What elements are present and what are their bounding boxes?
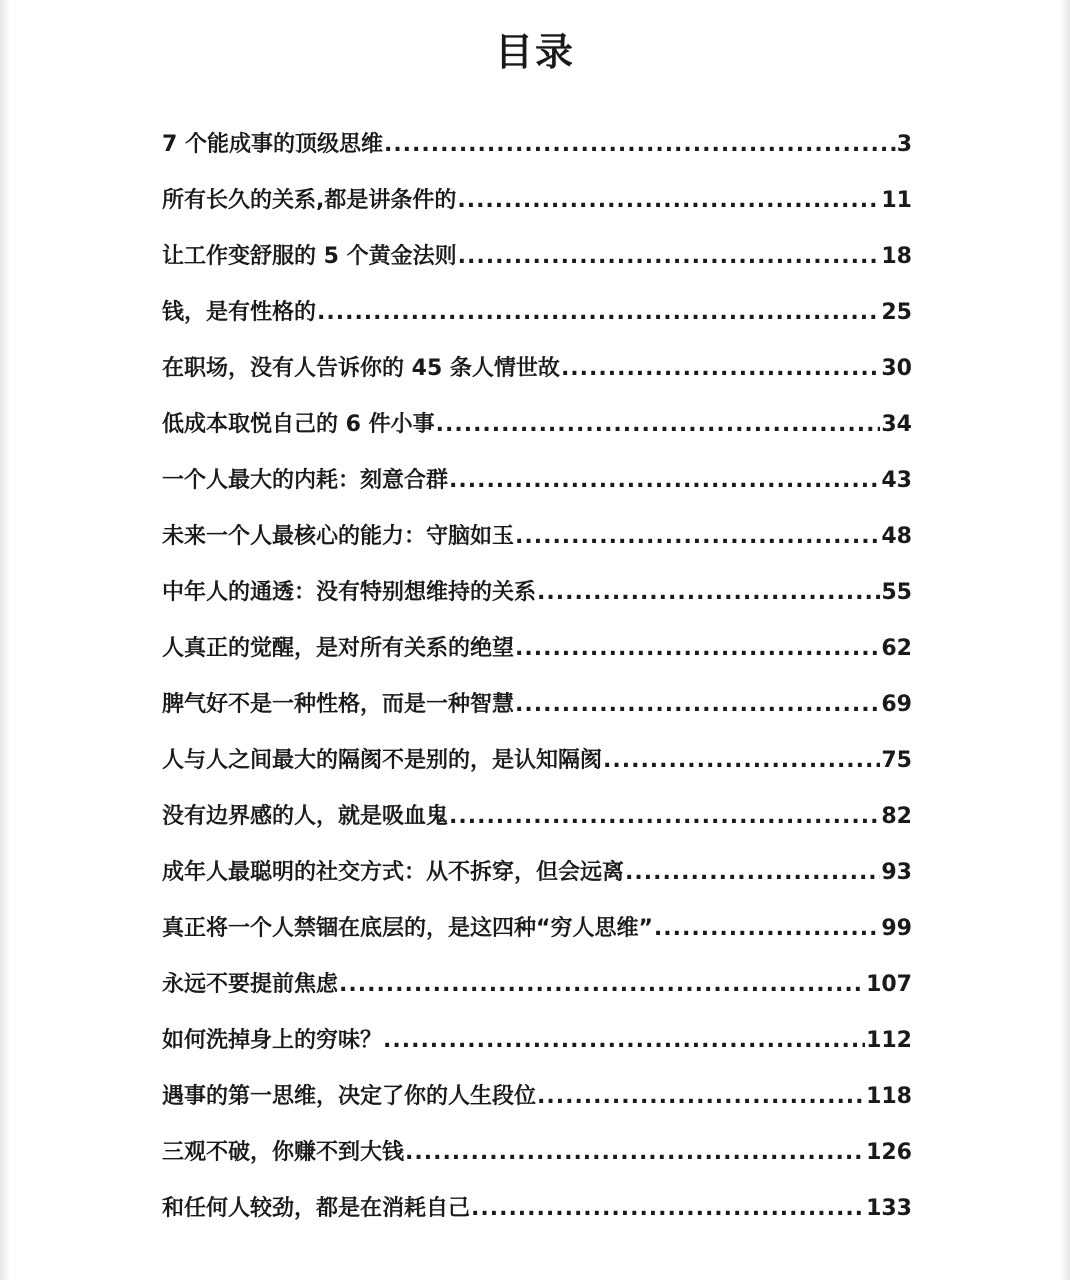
toc-entry-title: 永远不要提前焦虑: [162, 972, 339, 997]
toc-entry-title: 没有边界感的人，就是吸血鬼: [162, 804, 449, 829]
toc-entry-title: 成年人最聪明的社交方式：从不拆穿，但会远离: [162, 860, 625, 885]
toc-leader-dots: [537, 1069, 865, 1125]
toc-leader-dots: [457, 173, 880, 229]
toc-leader-dots: [384, 117, 896, 173]
toc-leader-dots: [515, 509, 880, 565]
toc-entry-title: 真正将一个人禁锢在底层的，是这四种“穷人思维”: [162, 916, 653, 941]
toc-entry-page: 133: [866, 1196, 912, 1221]
toc-entry-page: 30: [881, 356, 912, 381]
toc-leader-dots: [654, 901, 880, 957]
toc-entry-page: 43: [881, 468, 912, 493]
toc-entry[interactable]: [162, 117, 912, 173]
toc-entry-title: 中年人的通透：没有特别想维持的关系: [162, 580, 537, 605]
toc-entry-page: 126: [866, 1140, 912, 1165]
toc-entry-title: 如何洗掉身上的穷味？: [162, 1028, 383, 1053]
toc-entry[interactable]: [162, 789, 912, 845]
toc-entry[interactable]: [162, 957, 912, 1013]
toc-entry-page: 62: [881, 636, 912, 661]
toc-entry-page: 82: [881, 804, 912, 829]
page-title: 目录: [494, 30, 575, 74]
toc-entry-title: 人与人之间最大的隔阂不是别的，是认知隔阂: [162, 748, 603, 773]
toc-leader-dots: [515, 677, 880, 733]
toc-entry-title: 一个人最大的内耗：刻意合群: [162, 468, 449, 493]
toc-entry-page: 99: [881, 916, 912, 941]
toc-entry-page: 11: [881, 188, 912, 213]
toc-entry[interactable]: [162, 1013, 912, 1069]
toc-entry-title: 三观不破，你赚不到大钱: [162, 1140, 405, 1165]
toc-entry-page: 55: [881, 580, 912, 605]
toc-entry-title: 在职场，没有人告诉你的 45 条人情世故: [162, 356, 560, 381]
toc-entry[interactable]: [162, 229, 912, 285]
toc-leader-dots: [537, 565, 880, 621]
toc-entry-page: 107: [866, 972, 912, 997]
toc-leader-dots: [471, 1181, 865, 1237]
toc-leader-dots: [561, 341, 880, 397]
toc-entry-title: 脾气好不是一种性格，而是一种智慧: [162, 692, 515, 717]
toc-entry[interactable]: [162, 1125, 912, 1181]
toc-leader-dots: [515, 621, 880, 677]
toc-entry[interactable]: [162, 621, 912, 677]
toc-leader-dots: [458, 229, 881, 285]
toc-entry-title: 7 个能成事的顶级思维: [162, 132, 383, 157]
toc-entry-page: 118: [866, 1084, 912, 1109]
toc-entry-title: 低成本取悦自己的 6 件小事: [162, 412, 435, 437]
toc-leader-dots: [625, 845, 880, 901]
toc-entry[interactable]: [162, 845, 912, 901]
toc-entry[interactable]: [162, 341, 912, 397]
toc-entry[interactable]: [162, 733, 912, 789]
toc-entry-page: 3: [896, 132, 912, 157]
toc-entry[interactable]: [162, 1069, 912, 1125]
toc-entry-title: 遇事的第一思维，决定了你的人生段位: [162, 1084, 537, 1109]
toc-entry-page: 18: [881, 244, 912, 269]
toc-leader-dots: [603, 733, 880, 789]
toc-leader-dots: [449, 453, 880, 509]
toc-entry-page: 112: [866, 1028, 912, 1053]
toc-entry-page: 93: [881, 860, 912, 885]
toc-entry[interactable]: [162, 1181, 912, 1237]
toc-entry-title: 人真正的觉醒，是对所有关系的绝望: [162, 636, 515, 661]
toc-leader-dots: [436, 397, 881, 453]
toc-entry-title: 和任何人较劲，都是在消耗自己: [162, 1196, 471, 1221]
page-edge-right: [1060, 0, 1070, 1280]
toc-entry-page: 34: [881, 412, 912, 437]
page-edge-left: [0, 0, 10, 1280]
toc-entry-title: 未来一个人最核心的能力：守脑如玉: [162, 524, 515, 549]
toc-leader-dots: [339, 957, 865, 1013]
toc-leader-dots: [317, 285, 880, 341]
toc-leader-dots: [405, 1125, 865, 1181]
toc-entry-title: 钱，是有性格的: [162, 300, 317, 325]
table-of-contents: [162, 117, 912, 1237]
toc-entry-page: 69: [881, 692, 912, 717]
toc-entry[interactable]: [162, 173, 912, 229]
toc-entry-page: 48: [881, 524, 912, 549]
toc-entry[interactable]: [162, 397, 912, 453]
toc-entry[interactable]: [162, 901, 912, 957]
toc-entry[interactable]: [162, 453, 912, 509]
toc-entry[interactable]: [162, 677, 912, 733]
toc-entry[interactable]: [162, 285, 912, 341]
toc-entry-title: 所有长久的关系,都是讲条件的: [162, 188, 457, 213]
toc-leader-dots: [449, 789, 880, 845]
toc-entry-title: 让工作变舒服的 5 个黄金法则: [162, 244, 457, 269]
toc-leader-dots: [383, 1013, 865, 1069]
toc-entry[interactable]: [162, 509, 912, 565]
toc-entry-page: 25: [881, 300, 912, 325]
toc-entry-page: 75: [881, 748, 912, 773]
toc-entry[interactable]: [162, 565, 912, 621]
